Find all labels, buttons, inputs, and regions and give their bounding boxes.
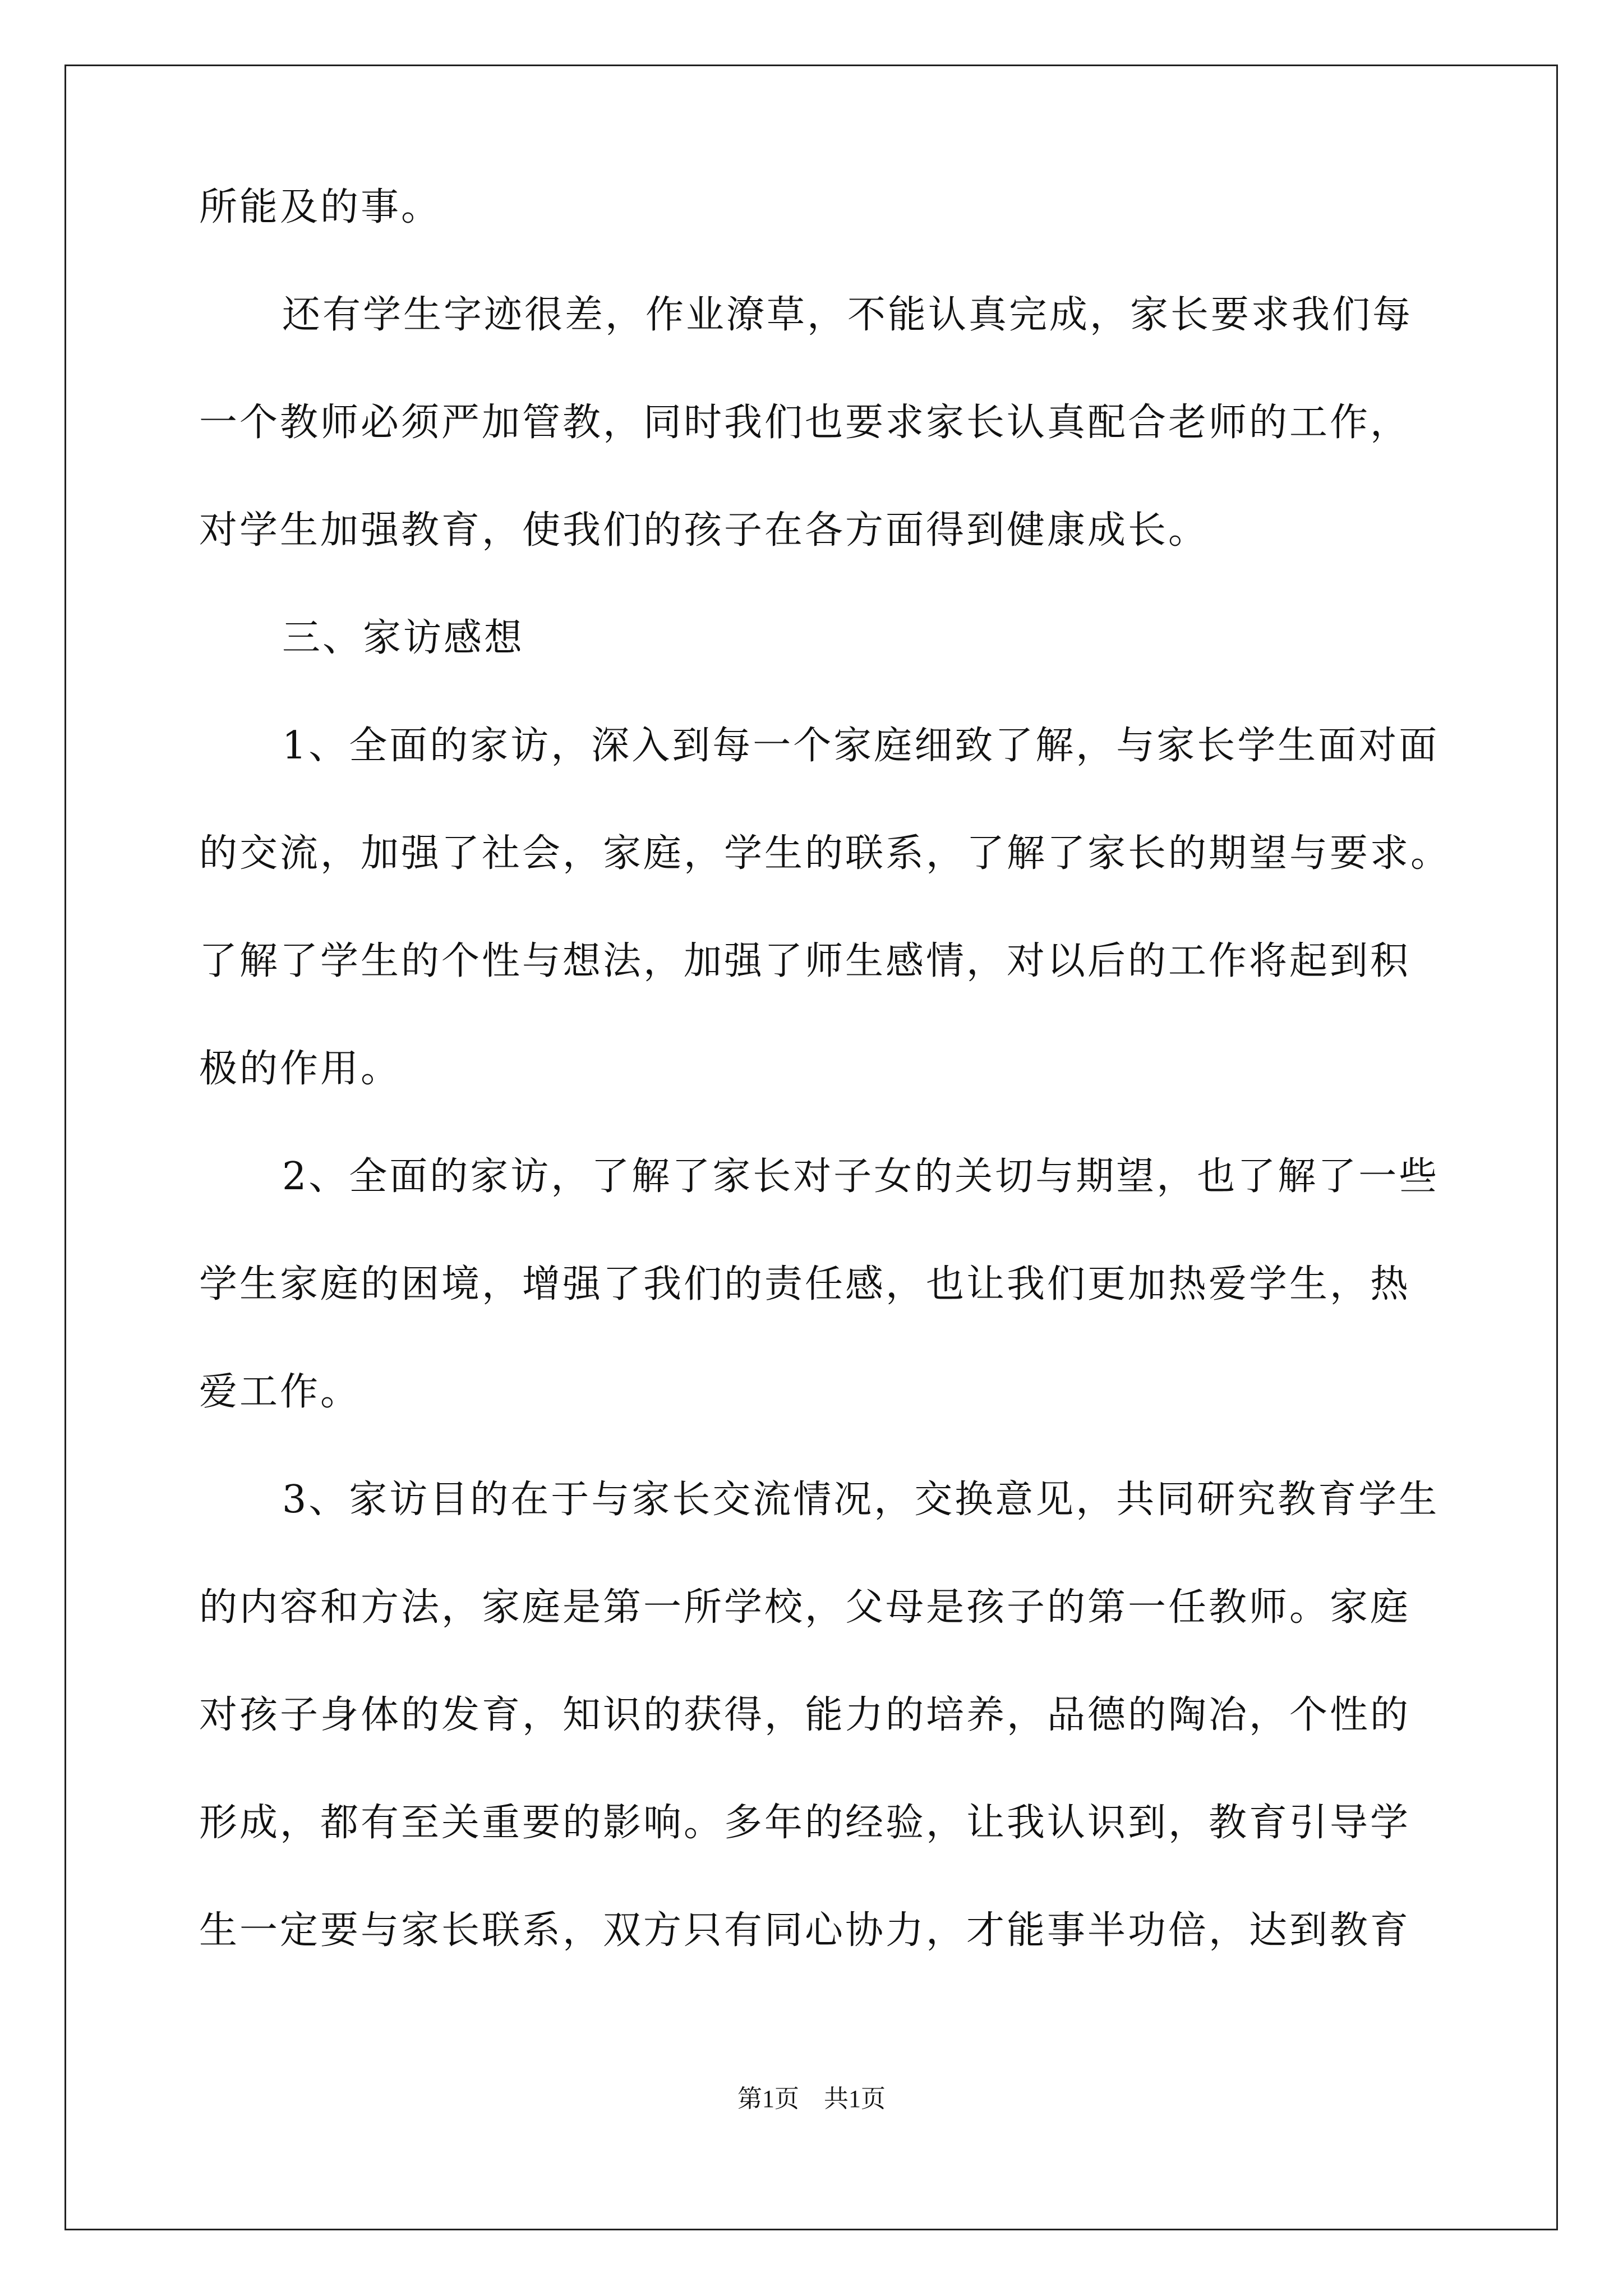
page-footer: 第1页 共1页 — [737, 2085, 886, 2113]
text-line: 爱工作。 — [199, 1370, 361, 1414]
section-heading: 三、家访感想 — [282, 616, 525, 660]
text-line: 生一定要与家长联系，双方只有同心协力，才能事半功倍，达到教育 — [199, 1908, 1411, 1953]
text-line: 形成，都有至关重要的影响。多年的经验，让我认识到，教育引导学 — [199, 1801, 1411, 1845]
text-line: 了解了学生的个性与想法，加强了师生感情，对以后的工作将起到积 — [199, 939, 1411, 983]
text-line: 一个教师必须严加管教，同时我们也要求家长认真配合老师的工作， — [199, 401, 1411, 445]
paragraph-first-line: 1、全面的家访，深入到每一个家庭细致了解，与家长学生面对面 — [282, 724, 1440, 768]
text-line: 极的作用。 — [199, 1047, 402, 1091]
text-line: 的内容和方法，家庭是第一所学校，父母是孩子的第一任教师。家庭 — [199, 1585, 1411, 1630]
paragraph-first-line: 还有学生字迹很差，作业潦草，不能认真完成，家长要求我们每 — [282, 293, 1413, 337]
paragraph-first-line: 2、全面的家访，了解了家长对子女的关切与期望，也了解了一些 — [282, 1154, 1440, 1199]
text-line: 学生家庭的困境，增强了我们的责任感，也让我们更加热爱学生，热 — [199, 1262, 1411, 1306]
paragraph-first-line: 3、家访目的在于与家长交流情况，交换意见，共同研究教育学生 — [282, 1478, 1440, 1522]
text-line: 对学生加强教育，使我们的孩子在各方面得到健康成长。 — [199, 508, 1209, 553]
text-line: 对孩子身体的发育，知识的获得，能力的培养，品德的陶冶，个性的 — [199, 1693, 1411, 1737]
text-line: 所能及的事。 — [199, 185, 442, 229]
text-line: 的交流，加强了社会，家庭，学生的联系，了解了家长的期望与要求。 — [199, 831, 1451, 876]
